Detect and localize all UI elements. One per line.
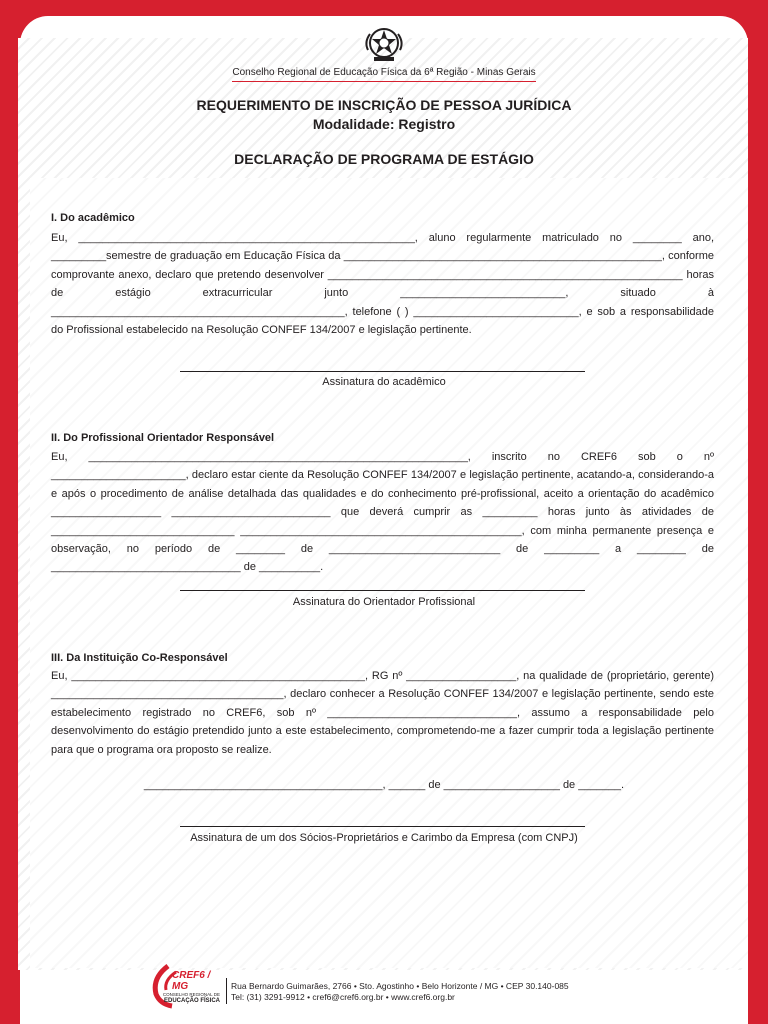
date-line: _______________________________________, ______ de ___________________ de _______. — [143, 779, 625, 791]
section-advisor-text: Eu, ______________________________________________________________, inscrito no CREF6 sob o nº ______________________, declaro estar ciente da Resolução CONFEF 134/2007 e legislação pertinente, acatando-a, considerando-a e após o procedimento de análise detalhada das qualidades e do conhecimento pré-profissional, aceito a orientação do acadêmico __________________ __________________________ que deverá cumprir as _________ horas junto às atividades de ______________________________ ______________________________________________, com minha permanente presença e observação, no período de ________ de ____________________________ de _________ a ________ de _______________________________ de __________. — [51, 451, 714, 574]
academic-signature-caption: Assinatura do acadêmico — [322, 376, 446, 388]
section-advisor-heading: II. Do Profissional Orientador Responsável — [51, 432, 275, 444]
cref6-logo-sub2: EDUCAÇÃO FÍSICA — [163, 998, 220, 1004]
coat-of-arms-icon — [362, 24, 406, 64]
advisor-signature-caption: Assinatura do Orientador Profissional — [292, 596, 476, 608]
cref6-logo — [150, 962, 224, 1014]
form-subtitle: Modalidade: Registro — [312, 116, 456, 132]
cref6-logo-text: CREF6 / MG — [172, 970, 211, 992]
academic-signature-line — [180, 371, 585, 372]
company-signature-line — [180, 826, 585, 827]
section-institution-heading: III. Da Instituição Co-Responsável — [51, 652, 228, 664]
footer-address: Rua Bernardo Guimarães, 2766 • Sto. Agostinho • Belo Horizonte / MG • CEP 30.140-085 — [231, 981, 569, 991]
declaration-title: DECLARAÇÃO DE PROGRAMA DE ESTÁGIO — [234, 151, 534, 167]
section-academic-text: Eu, _______________________________________________________, aluno regularmente matriculado no ________ ano, _________semestre de graduação em Educação Física da ____________________________________________________, conforme comprovante anexo, declaro que pretendo desenvolver __________________________________________________________ horas de estágio extracurricular junto ___________________________, situado à ________________________________________________, telefone ( ) ___________________________, e sob a responsabilidade do Profissional estabelecido na Resolução CONFEF 134/2007 e legislação pertinente. — [51, 232, 714, 337]
footer-contact: Tel: (31) 3291-9912 • cref6@cref6.org.br • www.cref6.org.br — [231, 992, 455, 1002]
cref6-logo-sub1: CONSELHO REGIONAL DE — [162, 992, 220, 997]
council-name: Conselho Regional de Educação Física da 6ª Região - Minas Gerais — [232, 67, 536, 78]
footer-divider — [226, 978, 227, 1004]
council-underline — [232, 81, 536, 82]
company-signature-caption: Assinatura de um dos Sócios-Proprietários e Carimbo da Empresa (com CNPJ) — [190, 832, 578, 844]
section-academic-heading: I. Do acadêmico — [51, 212, 135, 224]
section-institution-text: Eu, ________________________________________________, RG nº __________________, na qualidade de (proprietário, gerente) ______________________________________, declaro conhecer a Resolução CONFEF 134/2007 e legislação pertinente, sendo este estabelecimento registrado no CREF6, sob nº _______________________________, assumo a responsabilidade pelo desenvolvimento do estágio pretendido junto a este estabelecimento, comprometendo-me a fazer cumprir toda a legislação pertinente para que o programa ora proposto se realize. — [51, 670, 714, 756]
form-title: REQUERIMENTO DE INSCRIÇÃO DE PESSOA JURÍDICA — [196, 97, 572, 113]
advisor-signature-line — [180, 590, 585, 591]
